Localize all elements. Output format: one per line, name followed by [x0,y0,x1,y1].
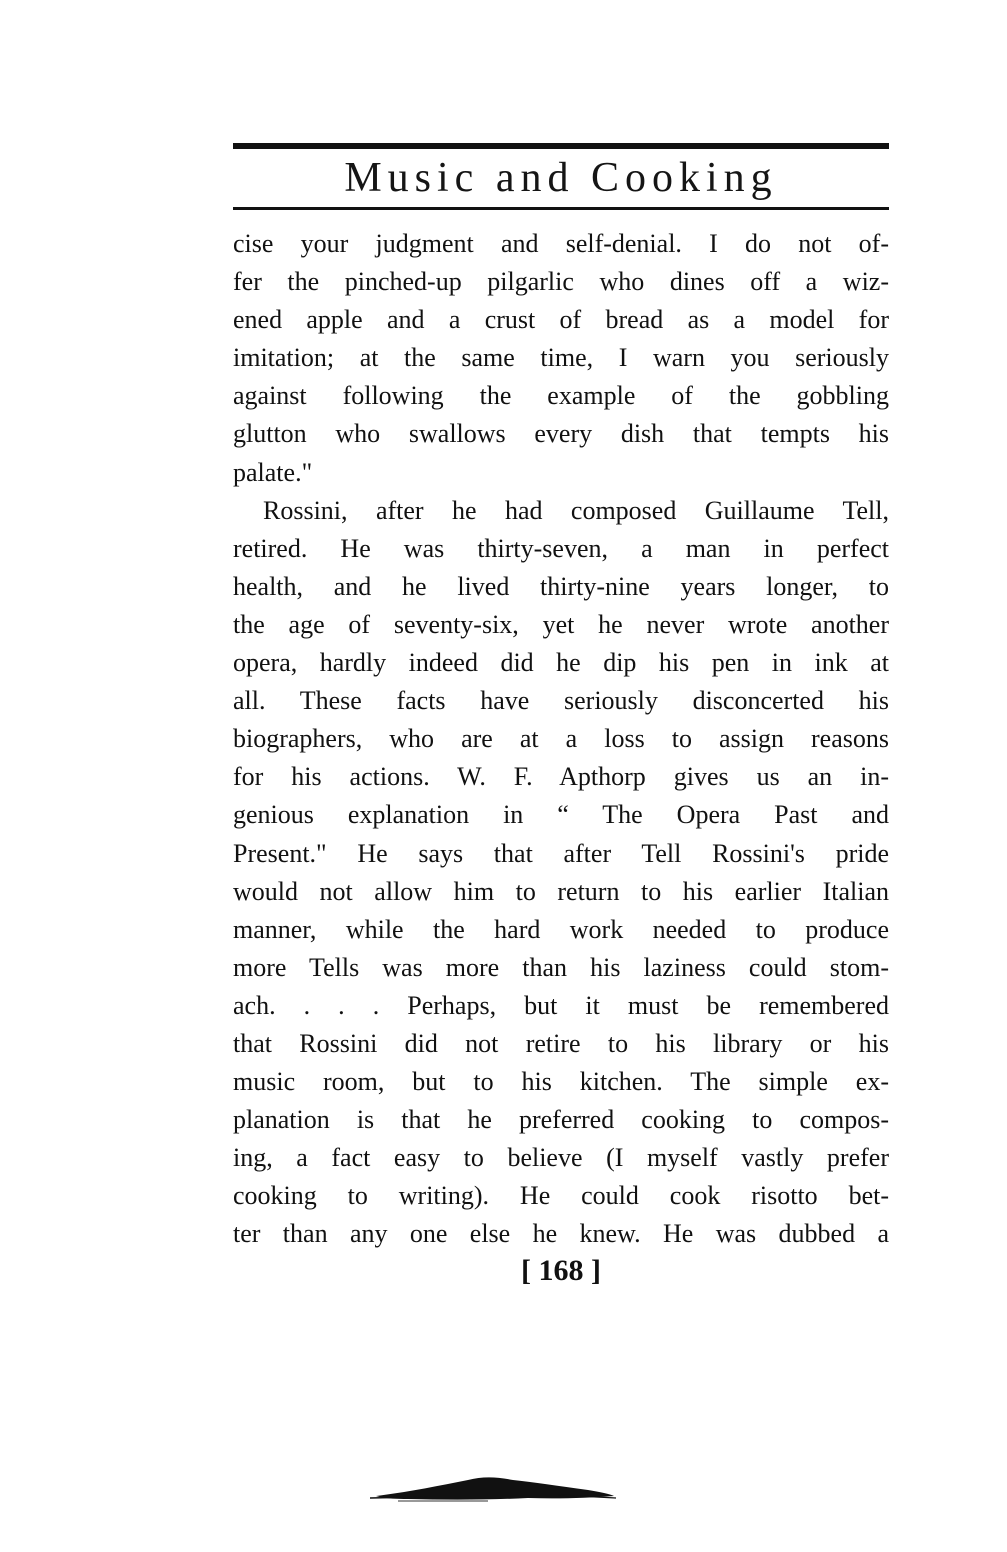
text-line: ter than any one else he knew. He was dubbed a [233,1219,889,1249]
page-number: [ 168 ] [521,1254,601,1287]
text-line: that Rossini did not retire to his library or his [233,1028,889,1058]
text-line: imitation; at the same time, I warn you seriously [233,343,889,373]
text-line: glutton who swallows every dish that tempts his [233,419,889,449]
text-line: all. These facts have seriously disconcerted his [233,686,889,716]
header-rule-top [233,143,889,149]
text-line: music room, but to his kitchen. The simple ex- [233,1067,889,1097]
text-line: Rossini, after he had composed Guillaume Tell, [263,495,889,525]
text-line: would not allow him to return to his earlier Italian [233,876,889,906]
ink-smudge-ornament-icon [368,1468,618,1504]
body-text [233,225,889,1254]
text-line: retired. He was thirty-seven, a man in perfect [233,533,889,563]
text-line: biographers, who are at a loss to assign reasons [233,724,889,754]
text-line: cooking to writing). He could cook risotto bet- [233,1181,889,1211]
text-line: more Tells was more than his laziness could stom- [233,952,889,982]
text-line: manner, while the hard work needed to produce [233,914,889,944]
text-line: ach. . . . Perhaps, but it must be remembered [233,990,889,1020]
text-line: Present." He says that after Tell Rossini's pride [233,838,889,868]
text-line: planation is that he preferred cooking to compos- [233,1105,889,1135]
text-line: ing, a fact easy to believe (I myself vastly prefer [233,1143,889,1173]
text-line: palate." [233,457,313,487]
text-line: opera, hardly indeed did he dip his pen in ink at [233,648,889,678]
text-line: genious explanation in “ The Opera Past and [233,800,889,830]
text-line: for his actions. W. F. Apthorp gives us an in- [233,762,889,792]
text-line: fer the pinched-up pilgarlic who dines off a wiz- [233,267,889,297]
text-line: health, and he lived thirty-nine years longer, to [233,571,889,601]
text-line: the age of seventy-six, yet he never wrote another [233,609,889,639]
text-line: against following the example of the gobbling [233,381,889,411]
running-title: Music and Cooking [344,155,778,201]
text-line: cise your judgment and self-denial. I do not of- [233,229,889,258]
header-rule-bottom [233,207,889,210]
text-line: ened apple and a crust of bread as a model for [233,305,889,335]
